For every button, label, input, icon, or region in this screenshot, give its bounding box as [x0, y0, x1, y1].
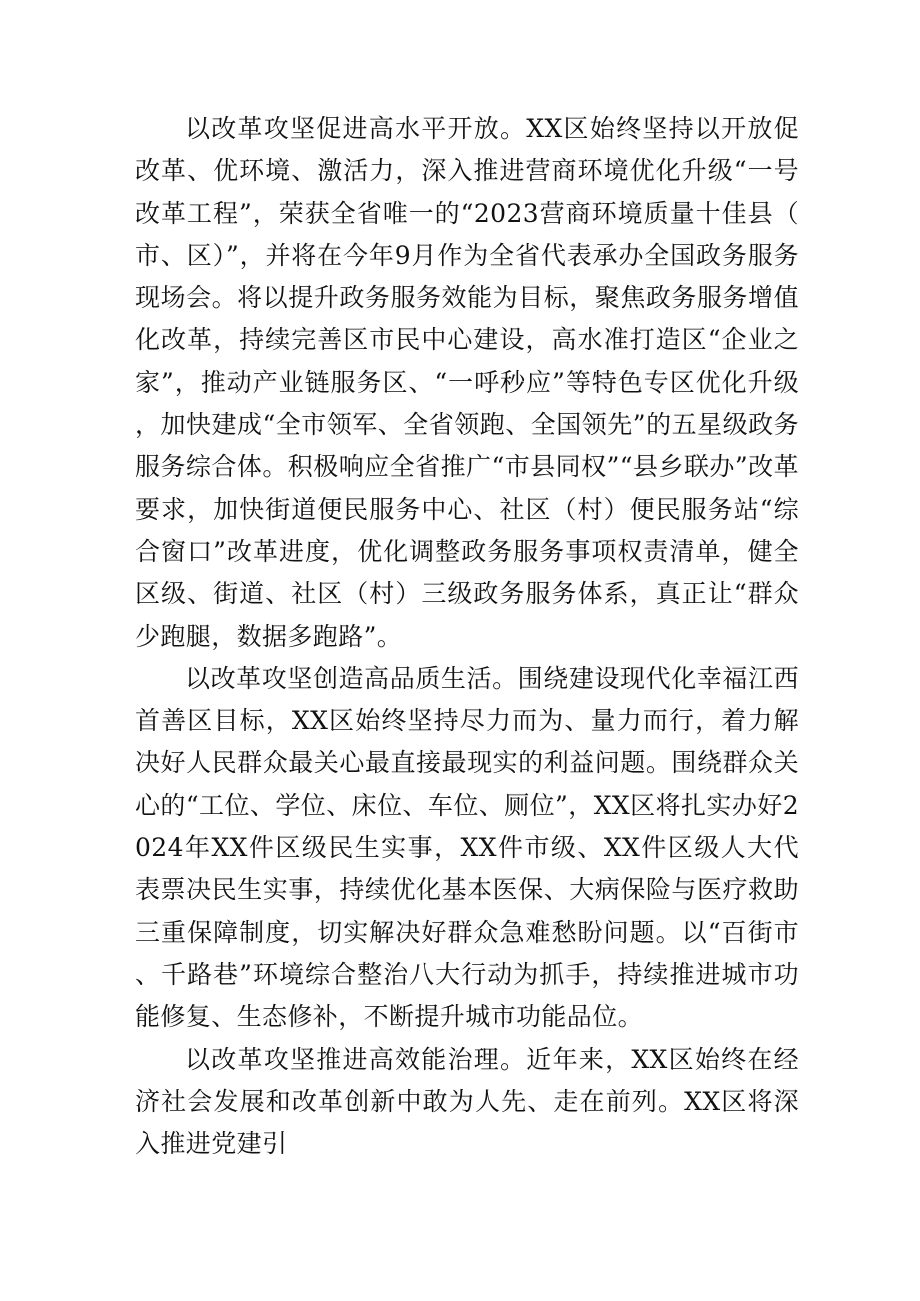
paragraph-quality-life: 以改革攻坚创造高品质生活。围绕建设现代化幸福江西首善区目标，XX区始终坚持尽力而为、量力而行，着力解决好人民群众最关心最直接最现实的利益问题。围绕群众关心的“工位、学位、床位、车位、厕位”，XX区将扎实办好2024年XX件区级民生实事，XX件市级、XX件区级人大代表票决民生实事，持续优化基本医保、大病保险与医疗救助三重保障制度，切实解决好群众急难愁盼问题。以“百街市、千路巷”环境综合整治八大行动为抓手，持续推进城市功能修复、生态修补，不断提升城市功能品位。 — [135, 663, 799, 1032]
document-body — [135, 108, 799, 1165]
paragraph-governance: 以改革攻坚推进高效能治理。近年来，XX区始终在经济社会发展和改革创新中敢为人先、走在前列。XX区将深入推进党建引 — [135, 1044, 799, 1159]
paragraph-opening-up: 以改革攻坚促进高水平开放。XX区始终坚持以开放促改革、优环境、激活力，深入推进营商环境优化升级“一号改革工程”，荣获全省唯一的“2023营商环境质量十佳县（市、区）”，并将在今年9月作为全省代表承办全国政务服务现场会。将以提升政务服务效能为目标，聚焦政务服务增值化改革，持续完善区市民中心建设，高水准打造区“企业之家”，推动产业链服务区、“一呼秒应”等特色专区优化升级，加快建成“全市领军、全省领跑、全国领先”的五星级政务服务综合体。积极响应全省推广“市县同权”“县乡联办”改革要求，加快街道便民服务中心、社区（村）便民服务站“综合窗口”改革进度，优化调整政务服务事项权责清单，健全区级、街道、社区（村）三级政务服务体系，真正让“群众少跑腿，数据多跑路”。 — [135, 114, 799, 651]
